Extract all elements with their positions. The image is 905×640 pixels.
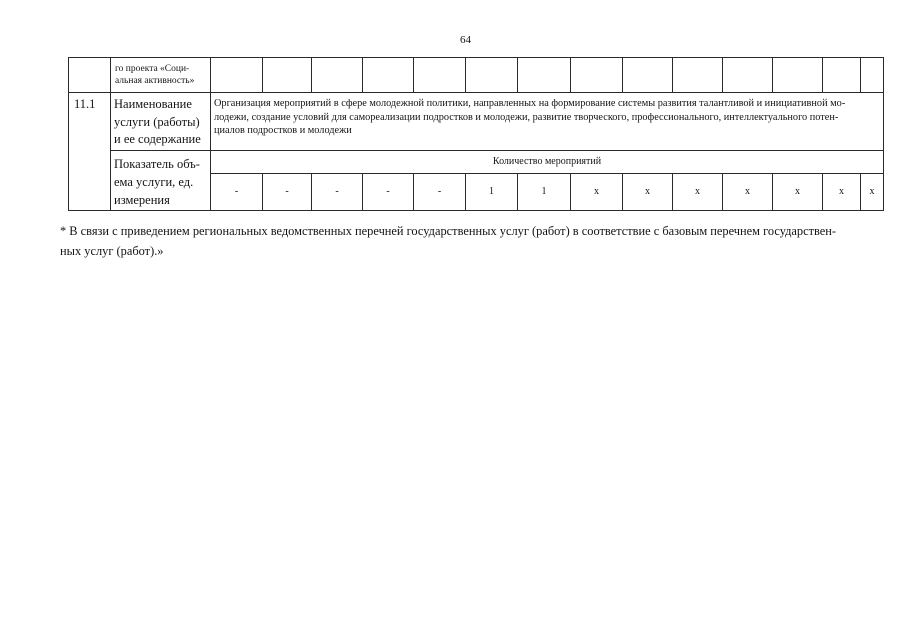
service-name-label: Наименование услуги (работы) и ее содержание [111,93,211,151]
indicator-value: - [414,174,466,211]
indicator-value: х [623,174,673,211]
continuation-number-cell [69,58,111,93]
indicator-value: 1 [518,174,571,211]
page-number: 64 [460,34,471,46]
empty-cell [773,58,823,93]
table-row-continuation [69,58,884,93]
indicator-label: Показатель объ- ема услуги, ед. измерения [111,151,211,211]
empty-cell [723,58,773,93]
empty-cell [571,58,623,93]
empty-cell [861,58,884,93]
empty-cell [466,58,518,93]
service-description: Организация мероприятий в сфере молодежной политики, направленных на формирование системы развития талантливой и инициативной мо- лодежи, создание условий для самореализации подростков и молодежи, развитие творческого, профессионального, интеллектуального потен- циалов подростков и молодежи [211,93,884,151]
indicator-value: х [571,174,623,211]
indicator-value: х [823,174,861,211]
indicator-value: - [312,174,363,211]
indicator-value: х [861,174,884,211]
empty-cell [623,58,673,93]
indicator-value: х [773,174,823,211]
empty-cell [823,58,861,93]
indicator-unit: Количество мероприятий [211,151,884,174]
empty-cell [518,58,571,93]
indicator-value: - [263,174,312,211]
services-table [68,57,884,211]
indicator-value: 1 [466,174,518,211]
empty-cell [211,58,263,93]
continuation-label: го проекта «Соци- альная активность» [111,58,211,93]
empty-cell [312,58,363,93]
empty-cell [673,58,723,93]
footnote: * В связи с приведением региональных ведомственных перечней государственных услуг (работ) в соответствие с базовым перечнем государствен- ных услуг (работ).» [60,224,837,258]
empty-cell [363,58,414,93]
empty-cell [414,58,466,93]
service-number: 11.1 [69,93,111,211]
indicator-value: х [673,174,723,211]
table-row-service [69,93,884,151]
indicator-value: - [363,174,414,211]
empty-cell [263,58,312,93]
indicator-value: х [723,174,773,211]
table-row-indicator [69,151,884,174]
indicator-value: - [211,174,263,211]
